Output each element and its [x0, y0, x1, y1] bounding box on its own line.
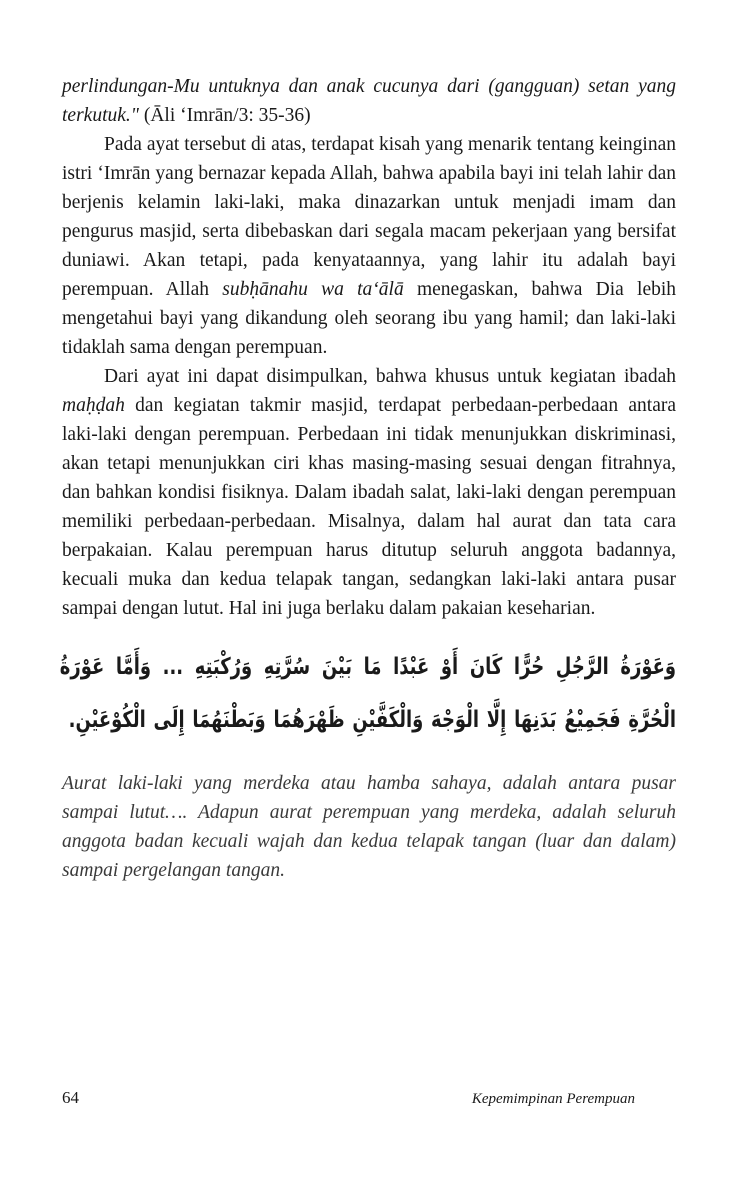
- paragraph-1-text-b: menegaskan, bahwa Dia lebih mengetahui bayi yang dikandung oleh seorang ibu yang hamil; dan laki-laki tidaklah sama dengan perempuan.: [62, 279, 677, 358]
- arabic-translation: Aurat laki-laki yang merdeka atau hamba sahaya, adalah antara pusar sampai lutut…. Adapun aurat perempuan yang merdeka, adalah seluruh anggota badan kecuali wajah dan kedua telapak tangan (luar dan dalam) sampai pergelangan tangan.: [62, 773, 676, 881]
- arabic-quote: وَعَوْرَةُ الرَّجُلِ حُرًّا كَانَ أَوْ عَبْدًا مَا بَيْنَ سُرَّتِهِ وَرُكْبَتِهِ ... وَأَمَّا عَوْرَةُ الْحُرَّةِ فَجَمِيْعُ بَدَنِهَا إِلَّا الْوَجْهَ وَالْكَفَّيْنِ ظَهْرَهُمَا وَبَطْنَهُمَا إِلَى الْكُوْعَيْنِ.: [59, 654, 676, 733]
- paragraph-2-text-b: dan kegiatan takmir masjid, terdapat perbedaan-perbedaan antara laki-laki dengan perempuan. Perbedaan ini tidak menunjukkan diskriminasi, akan tetapi menunjukkan ciri khas masing-masing sesuai dengan fitrahnya, dan bahkan kondisi fisiknya. Dalam ibadah salat, laki-laki dengan perempuan memiliki perbedaan-perbedaan. Misalnya, dalam hal aurat dan tata cara berpakaian. Kalau perempuan harus ditutup seluruh anggota badannya, kecuali muka dan kedua telapak tangan, sedangkan laki-laki antara pusar sampai dengan lutut. Hal ini juga berlaku dalam pakaian keseharian.: [62, 395, 677, 619]
- paragraph-1: [62, 130, 676, 362]
- paragraph-1-term: subḥānahu wa ta‘ālā: [222, 279, 404, 300]
- paragraph-2: [62, 362, 676, 623]
- paragraph-1-text-a: Pada ayat tersebut di atas, terdapat kisah yang menarik tentang keinginan istri ‘Imrān yang bernazar kepada Allah, bahwa apabila bayi ini telah lahir dan berjenis kelamin laki-laki, maka dinazarkan untuk menjadi imam dan pengurus masjid, serta dibebaskan dari segala macam pekerjaan yang bersifat duniawi. Akan tetapi, pada kenyataannya, yang lahir itu adalah bayi perempuan. Allah: [62, 134, 676, 300]
- page-footer: [62, 1088, 635, 1108]
- page-number: 64: [62, 1088, 79, 1107]
- quote-continuation: perlindungan-Mu untuknya dan anak cucunya dari (gangguan) setan yang terkutuk.": [62, 76, 676, 126]
- running-title: Kepemimpinan Perempuan: [471, 1091, 635, 1107]
- citation: (Āli ‘Imrān/3: 35-36): [143, 105, 311, 126]
- paragraph-2-term: maḥḍah: [62, 395, 125, 416]
- continuation-paragraph: [62, 72, 676, 130]
- page-body: [59, 72, 677, 885]
- paragraph-2-text-a: Dari ayat ini dapat disimpulkan, bahwa khusus untuk kegiatan ibadah: [104, 366, 676, 387]
